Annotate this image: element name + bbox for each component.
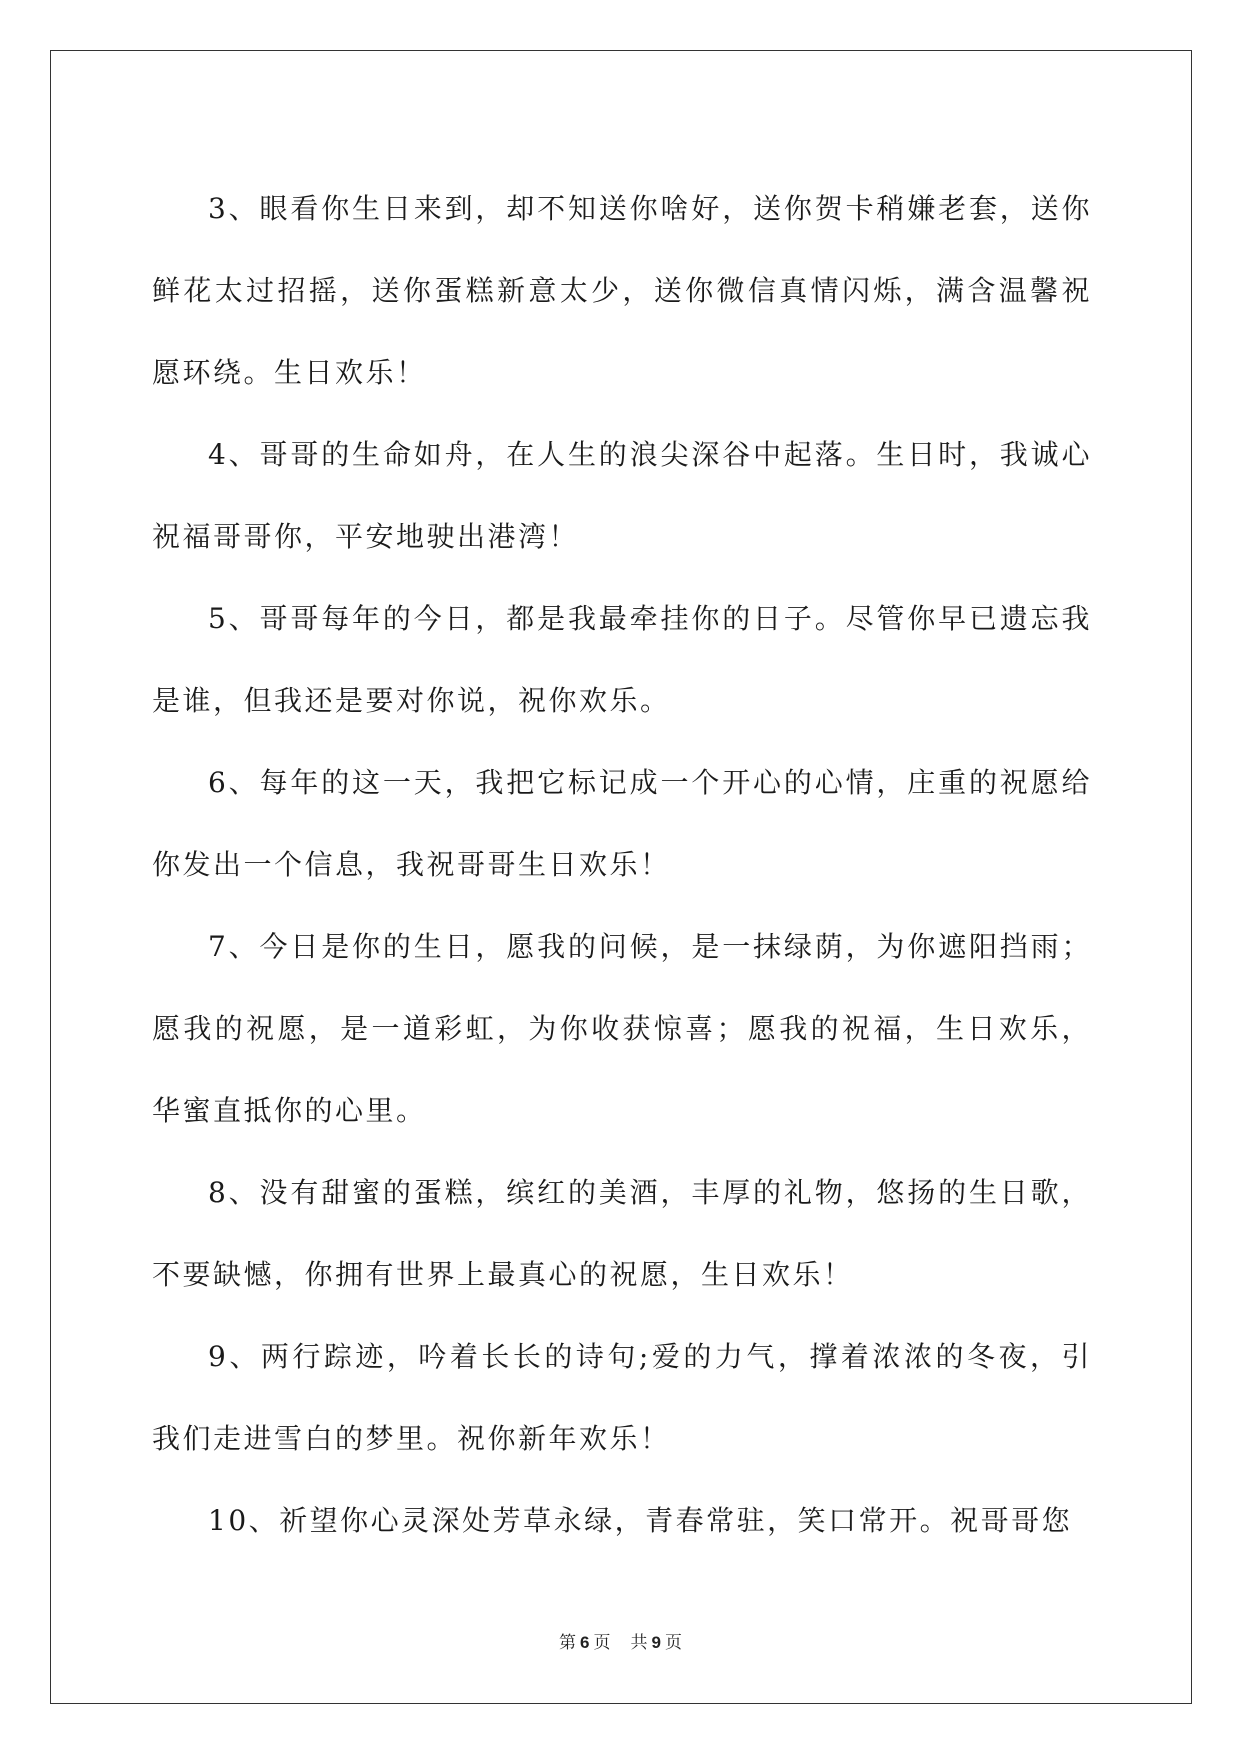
footer-page-prefix: 第 (559, 1633, 577, 1653)
footer-total-pages: 9 (651, 1633, 661, 1652)
paragraph-6: 6、每年的这一天，我把它标记成一个开心的心情，庄重的祝愿给你发出一个信息，我祝哥哥生日欢乐！ (152, 766, 1092, 881)
footer-total-suffix: 页 (664, 1633, 682, 1653)
paragraph-7: 7、今日是你的生日，愿我的问候，是一抹绿荫，为你遮阳挡雨；愿我的祝愿，是一道彩虹，为你收获惊喜；愿我的祝福，生日欢乐，华蜜直抵你的心里。 (152, 930, 1092, 1127)
paragraph-8: 8、没有甜蜜的蛋糕，缤红的美酒，丰厚的礼物，悠扬的生日歌，不要缺憾，你拥有世界上最真心的祝愿，生日欢乐！ (152, 1176, 1092, 1291)
paragraph-5: 5、哥哥每年的今日，都是我最牵挂你的日子。尽管你早已遗忘我是谁，但我还是要对你说，祝你欢乐。 (152, 602, 1092, 717)
paragraph-4: 4、哥哥的生命如舟，在人生的浪尖深谷中起落。生日时，我诚心祝福哥哥你，平安地驶出港湾！ (152, 438, 1092, 553)
footer-page-number: 6 (580, 1633, 590, 1652)
document-body (152, 168, 1092, 1562)
page-footer (0, 1628, 1241, 1653)
footer-total-prefix: 共 (630, 1633, 648, 1653)
footer-page-suffix: 页 (593, 1633, 611, 1653)
paragraph-9: 9、两行踪迹，吟着长长的诗句;爱的力气，撑着浓浓的冬夜，引我们走进雪白的梦里。祝你新年欢乐！ (152, 1340, 1092, 1455)
paragraph-10: 10、祈望你心灵深处芳草永绿，青春常驻，笑口常开。祝哥哥您 (208, 1504, 1073, 1537)
paragraph-3: 3、眼看你生日来到，却不知送你啥好，送你贺卡稍嫌老套，送你鲜花太过招摇，送你蛋糕新意太少，送你微信真情闪烁，满含温馨祝愿环绕。生日欢乐！ (152, 192, 1092, 389)
